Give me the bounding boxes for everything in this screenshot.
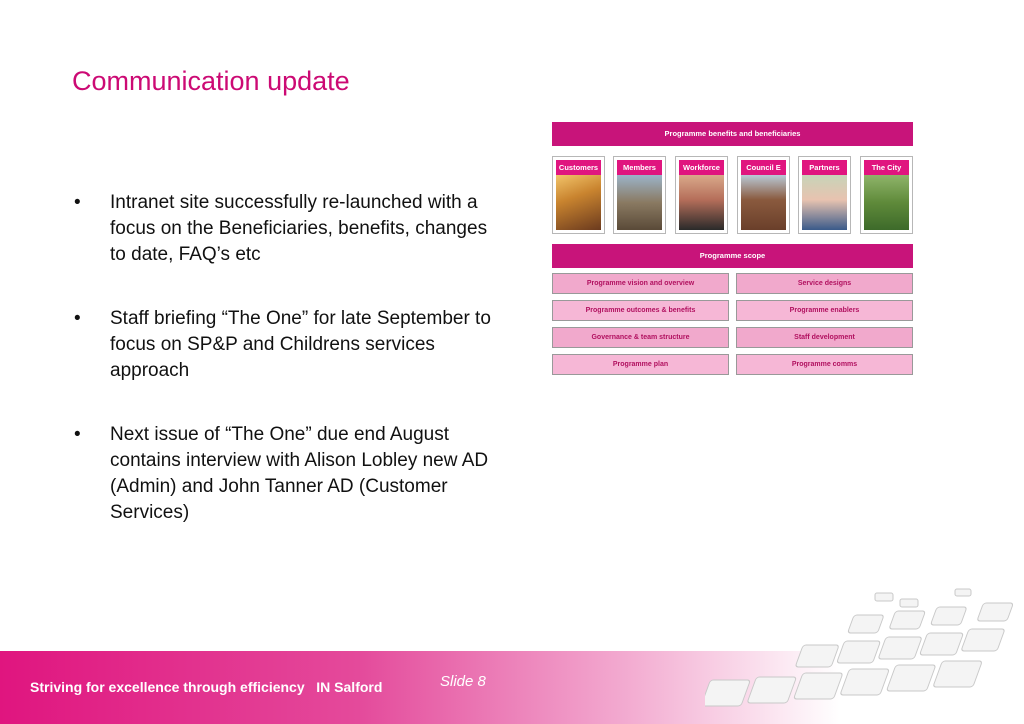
slide-title: Communication update — [72, 66, 350, 96]
city-photo — [864, 175, 909, 230]
bullet-item — [72, 306, 492, 384]
customers-photo — [556, 175, 601, 230]
council-photo — [741, 175, 786, 230]
scope-item: Programme outcomes & benefits — [552, 300, 729, 321]
bullet-item — [72, 422, 492, 526]
bullet-item — [72, 190, 492, 268]
diagram-header: Programme benefits and beneficiaries — [552, 122, 913, 146]
beneficiary-card-customers — [552, 156, 605, 234]
bullet-icon: • — [74, 424, 81, 445]
bullet-text: Staff briefing “The One” for late September to focus on SP&P and Childrens services approach — [110, 308, 491, 381]
bullet-icon: • — [74, 192, 81, 213]
beneficiary-card-workforce — [675, 156, 728, 234]
beneficiary-label: Customers — [556, 160, 601, 175]
scope-item: Programme plan — [552, 354, 729, 375]
beneficiary-card-members — [613, 156, 666, 234]
scope-item: Governance & team structure — [552, 327, 729, 348]
beneficiary-card-council — [737, 156, 790, 234]
bullet-icon: • — [74, 308, 81, 329]
beneficiary-label: Council E — [741, 160, 786, 175]
scope-item: Programme vision and overview — [552, 273, 729, 294]
beneficiary-label: The City — [864, 160, 909, 175]
scope-item: Staff development — [736, 327, 913, 348]
partners-photo — [802, 175, 847, 230]
workforce-photo — [679, 175, 724, 230]
programme-diagram — [552, 122, 913, 378]
beneficiary-card-partners — [798, 156, 851, 234]
scope-item: Service designs — [736, 273, 913, 294]
members-photo — [617, 175, 662, 230]
beneficiary-label: Workforce — [679, 160, 724, 175]
puzzle-graphic — [705, 585, 1024, 724]
beneficiary-label: Partners — [802, 160, 847, 175]
scope-item: Programme comms — [736, 354, 913, 375]
beneficiary-label: Members — [617, 160, 662, 175]
bullet-text: Intranet site successfully re-launched with a focus on the Beneficiaries, benefits, changes to date, FAQ’s etc — [110, 192, 488, 265]
footer-tagline: Striving for excellence through efficiency IN Salford — [30, 679, 383, 695]
scope-header: Programme scope — [552, 244, 913, 268]
bullet-list — [72, 190, 492, 564]
scope-item: Programme enablers — [736, 300, 913, 321]
bullet-text: Next issue of “The One” due end August contains interview with Alison Lobley new AD (Admin) and John Tanner AD (Customer Services) — [110, 424, 489, 523]
slide-number: Slide 8 — [440, 673, 486, 690]
beneficiary-card-city — [860, 156, 913, 234]
